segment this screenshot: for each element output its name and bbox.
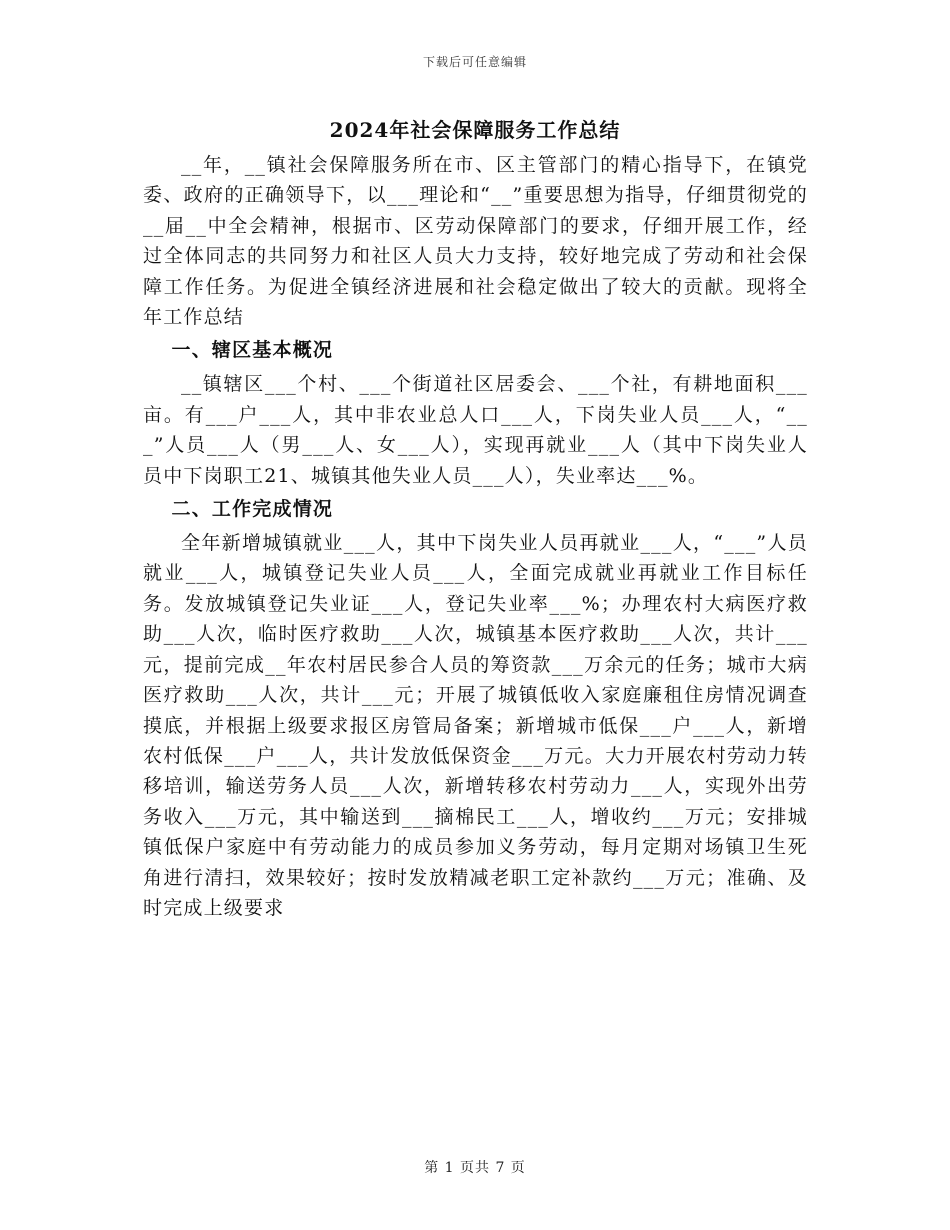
header-note: 下载后可任意编辑 — [422, 55, 527, 69]
page-number: 第 1 页共 7 页 — [424, 1160, 526, 1176]
section-body-work-completion: 全年新增城镇就业___人，其中下岗失业人员再就业___人，“___”人员就业___人，城镇登记失业人员___人，全面完成就业再就业工作目标任务。发放城镇登记失业证___人，登记失业率___%；办理农村大病医疗救助___人次，临时医疗救助___人次，城镇基本医疗救助___人次，共计___元，提前完成__年农村居民参合人员的筹资款___万余元的任务；城市大病医疗救助___人次，共计___元；开展了城镇低收入家庭廉租住房情况调查摸底，并根据上级要求报区房管局备案；新增城市低保___户___人，新增农村低保___户___人，共计发放低保资金___万元。大力开展农村劳动力转移培训，输送劳务人员___人次，新增转移农村劳动力___人，实现外出劳务收入___万元，其中输送到___摘棉民工___人，增收约___万元；安排城镇低保户家庭中有劳动能力的成员参加义务劳动，每月定期对场镇卫生死角进行清扫，效果较好；按时发放精减老职工定补款约___万元；准确、及时完成上级要求 — [143, 532, 808, 919]
section-heading-work-completion: 二、工作完成情况 — [171, 498, 334, 521]
section-heading-overview: 一、辖区基本概况 — [171, 339, 334, 362]
section-body-overview: __镇辖区___个村、___个街道社区居委会、___个社，有耕地面积___亩。有___户___人，其中非农业总人口___人，下岗失业人员___人，“___”人员___人（男___人、女___人），实现再就业___人（其中下岗失业人员中下岗职工21、城镇其他失业人员___人），失业率达___%。 — [143, 373, 808, 487]
document-title: 2024年社会保障服务工作总结 — [329, 118, 621, 142]
document-body — [143, 150, 808, 923]
intro-paragraph: __年，__镇社会保障服务所在市、区主管部门的精心指导下，在镇党委、政府的正确领导下，以___理论和“__”重要思想为指导，仔细贯彻党的__届__中全会精神，根据市、区劳动保障部门的要求，仔细开展工作，经过全体同志的共同努力和社区人员大力支持，较好地完成了劳动和社会保障工作任务。为促进全镇经济进展和社会稳定做出了较大的贡献。现将全年工作总结 — [143, 154, 808, 329]
